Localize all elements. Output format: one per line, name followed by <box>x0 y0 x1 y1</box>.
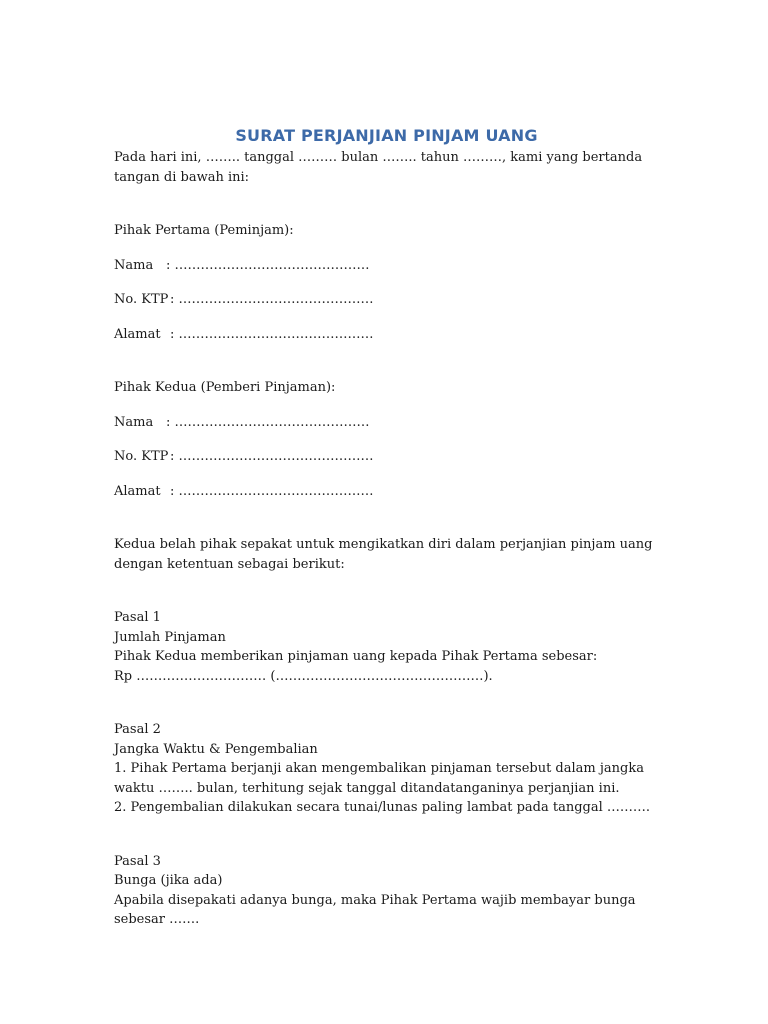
spacer <box>114 310 659 325</box>
spacer <box>114 501 659 535</box>
pasal-2-title: Jangka Waktu & Pengembalian <box>114 741 318 757</box>
pasal-3-text: Apabila disepakati adanya bunga, maka Pihak Pertama wajib membayar bunga sebesar ……. <box>114 892 636 927</box>
field-label: No. KTP <box>114 292 169 307</box>
spacer <box>114 818 659 852</box>
document-title: SURAT PERJANJIAN PINJAM UANG <box>235 126 538 145</box>
field-value: : ……………………………………… <box>170 292 374 307</box>
spacer <box>114 275 659 290</box>
field-label: No. KTP <box>114 449 169 464</box>
field-label: Nama <box>114 414 154 430</box>
pihak-kedua-heading: Pihak Kedua (Pemberi Pinjaman): <box>114 380 336 395</box>
pasal-2-item-1: 1. Pihak Pertama berjanji akan mengembalikan pinjaman tersebut dalam jangka waktu …….. bulan, terhitung sejak tanggal ditandatanganinya perjanjian ini. <box>114 761 644 796</box>
pihak-pertama-ktp-row <box>114 290 659 310</box>
pasal-3-title: Bunga (jika ada) <box>114 873 223 888</box>
opening-paragraph: Pada hari ini, …….. tanggal ……… bulan …….. tahun ………, kami yang bertanda tangan di bawah ini: <box>114 150 643 185</box>
spacer <box>114 187 659 221</box>
pasal-1-text: Pihak Kedua memberikan pinjaman uang kepada Pihak Pertama sebesar: <box>114 649 598 664</box>
field-label: Alamat <box>114 326 161 342</box>
field-value: : ……………………………………… <box>170 326 374 342</box>
pihak-pertama-alamat-row <box>114 325 659 345</box>
spacer <box>114 432 659 447</box>
field-value: : ……………………………………… <box>166 257 370 273</box>
field-value: : ……………………………………… <box>166 414 370 430</box>
pihak-pertama-nama-row <box>114 256 659 276</box>
spacer <box>114 574 659 608</box>
spacer <box>114 344 659 378</box>
field-label: Alamat <box>114 483 161 499</box>
field-value: : ……………………………………… <box>170 483 374 499</box>
field-label: Nama <box>114 257 154 273</box>
field-value: : ……………………………………… <box>170 449 374 464</box>
pasal-1-amount: Rp ………………………… (…………………………………………). <box>114 668 493 684</box>
document-page <box>114 126 659 930</box>
pihak-kedua-nama-row <box>114 413 659 433</box>
pihak-kedua-alamat-row <box>114 482 659 502</box>
pihak-pertama-heading: Pihak Pertama (Peminjam): <box>114 223 294 238</box>
pasal-1-title: Jumlah Pinjaman <box>114 629 226 645</box>
pasal-2-item-2: 2. Pengembalian dilakukan secara tunai/lunas paling lambat pada tanggal ………. <box>114 800 651 815</box>
pasal-3-number: Pasal 3 <box>114 853 161 869</box>
agreement-intro: Kedua belah pihak sepakat untuk mengikatkan diri dalam perjanjian pinjam uang dengan ketentuan sebagai berikut: <box>114 537 653 572</box>
spacer <box>114 467 659 482</box>
pihak-kedua-ktp-row <box>114 447 659 467</box>
spacer <box>114 398 659 413</box>
spacer <box>114 241 659 256</box>
pasal-2-number: Pasal 2 <box>114 722 161 737</box>
spacer <box>114 686 659 720</box>
pasal-1-number: Pasal 1 <box>114 610 161 625</box>
